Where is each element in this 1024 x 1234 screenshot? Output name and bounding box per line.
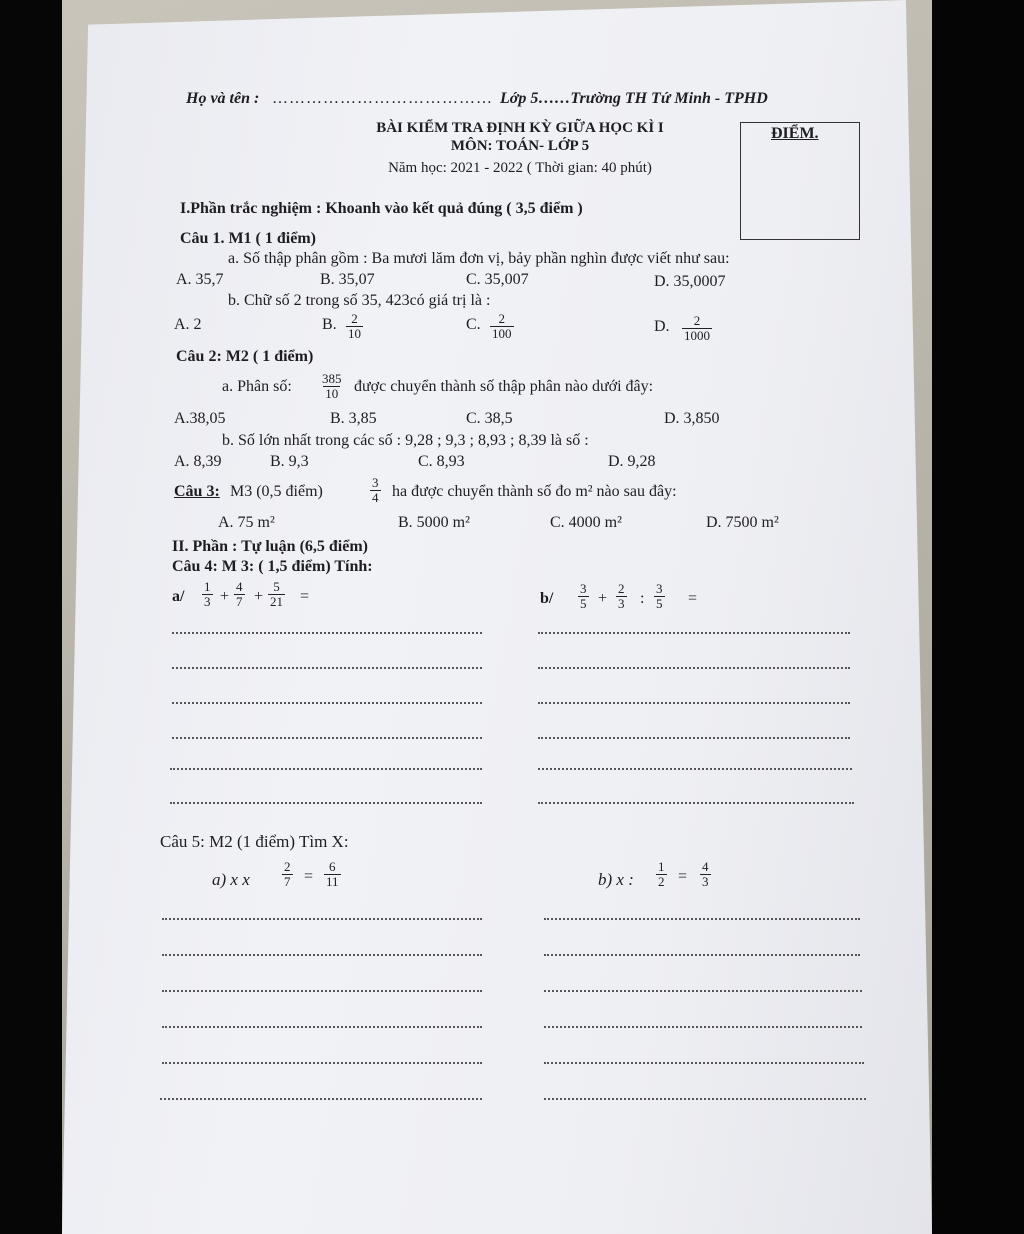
name-dots: …………………………………: [272, 90, 493, 107]
q2b-text: b. Số lớn nhất trong các số : 9,28 ; 9,3 ; 8,93 ; 8,39 là số :: [222, 432, 589, 449]
q4a-fraction-1: $\frac{1}{3}$: [204, 579, 211, 609]
name-label: Họ và tên :: [186, 90, 260, 107]
answer-line: [544, 1098, 866, 1100]
answer-line: [538, 768, 852, 770]
answer-line: [162, 918, 482, 920]
q5b-fraction-2: $\frac{4}{3}$: [702, 859, 709, 889]
q4b-fraction-3: $\frac{3}{5}$: [656, 581, 663, 611]
q1a-option-d: D. 35,0007: [654, 273, 726, 290]
q4b-fraction-2: $\frac{2}{3}$: [618, 581, 625, 611]
q2a-prefix: a. Phân số:: [222, 378, 292, 395]
part1-title: I.Phần trắc nghiệm : Khoanh vào kết quả đúng ( 3,5 điểm ): [180, 200, 583, 217]
exam-year: Năm học: 2021 - 2022 ( Thời gian: 40 phút): [388, 160, 652, 176]
q3-option-a: A. 75 m²: [218, 514, 275, 531]
q4a-label: a/: [172, 588, 185, 605]
q2a-option-d: D. 3,850: [664, 410, 720, 427]
q4a-op-2: +: [254, 588, 264, 605]
q5a-op: =: [304, 868, 314, 885]
q1b-option-d-fraction: $\frac{2}{1000}$: [684, 313, 710, 343]
q4b-label: b/: [540, 590, 554, 607]
q5b-op: =: [678, 868, 688, 885]
q3-label: Câu 3:: [174, 483, 220, 500]
q3-option-b: B. 5000 m²: [398, 514, 470, 531]
answer-line: [544, 954, 860, 956]
answer-line: [538, 667, 850, 669]
q5-title: Câu 5: M2 (1 điểm) Tìm X:: [160, 832, 349, 851]
q4a-fraction-2: $\frac{4}{7}$: [236, 579, 243, 609]
answer-line: [544, 918, 860, 920]
q2a-option-c: C. 38,5: [466, 410, 513, 427]
q1a-option-c: C. 35,007: [466, 271, 529, 288]
answer-line: [170, 768, 482, 770]
q1a-option-a: A. 35,7: [176, 271, 224, 288]
answer-line: [538, 632, 850, 634]
answer-line: [162, 990, 482, 992]
q1b-option-a: A. 2: [174, 316, 202, 333]
q2a-suffix: được chuyển thành số thập phân nào dưới đây:: [354, 378, 654, 395]
q2b-option-d: D. 9,28: [608, 453, 656, 470]
q4a-op-3: =: [300, 588, 310, 605]
q5a-fraction-1: $\frac{2}{7}$: [284, 859, 291, 889]
q4a-fraction-3: $\frac{5}{21}$: [270, 579, 283, 609]
answer-line: [162, 1026, 482, 1028]
q3-option-c: C. 4000 m²: [550, 514, 622, 531]
answer-line: [170, 802, 482, 804]
q1b-option-d-prefix: D.: [654, 318, 670, 335]
q4b-op-1: +: [598, 590, 608, 607]
q4b-op-2: :: [640, 590, 645, 607]
answer-line: [538, 702, 850, 704]
q1b-option-b-prefix: B.: [322, 316, 337, 333]
answer-line: [172, 667, 482, 669]
q3-fraction: $\frac{3}{4}$: [372, 475, 379, 505]
q1a-option-b: B. 35,07: [320, 271, 375, 288]
q2a-option-b: B. 3,85: [330, 410, 377, 427]
answer-line: [538, 737, 850, 739]
q2a-fraction: $\frac{385}{10}$: [322, 371, 342, 401]
q4a-op-1: +: [220, 588, 230, 605]
q2b-option-b: B. 9,3: [270, 453, 309, 470]
answer-line: [162, 1062, 482, 1064]
q2a-option-a: A.38,05: [174, 410, 226, 427]
class-school-line: Lớp 5……Trường TH Tứ Minh - TPHD: [500, 90, 768, 107]
q5a-fraction-2: $\frac{6}{11}$: [326, 859, 339, 889]
answer-line: [160, 1098, 482, 1100]
q3-option-d: D. 7500 m²: [706, 514, 779, 531]
q3-text: ha được chuyển thành số đo m² nào sau đây:: [392, 483, 677, 500]
q1b-text: b. Chữ số 2 trong số 35, 423có giá trị là :: [228, 292, 491, 309]
q4b-fraction-1: $\frac{3}{5}$: [580, 581, 587, 611]
q2b-option-a: A. 8,39: [174, 453, 222, 470]
score-box: [740, 122, 860, 240]
answer-line: [544, 1026, 862, 1028]
exam-subject: MÔN: TOÁN- LỚP 5: [450, 138, 590, 154]
answer-line: [172, 702, 482, 704]
left-black-border: [0, 0, 62, 1234]
q2-title: Câu 2: M2 ( 1 điểm): [176, 348, 314, 365]
answer-line: [544, 1062, 864, 1064]
exam-title: BÀI KIỂM TRA ĐỊNH KỲ GIỮA HỌC KÌ I: [376, 120, 664, 136]
q5b-fraction-1: $\frac{1}{2}$: [658, 859, 665, 889]
answer-line: [162, 954, 482, 956]
q4-title: Câu 4: M 3: ( 1,5 điểm) Tính:: [172, 558, 373, 575]
part2-title: II. Phần : Tự luận (6,5 điểm): [172, 538, 369, 555]
q1b-option-c-fraction: $\frac{2}{100}$: [492, 311, 512, 341]
q4b-op-3: =: [688, 590, 698, 607]
q2b-option-c: C. 8,93: [418, 453, 465, 470]
q1b-option-b-fraction: $\frac{2}{10}$: [348, 311, 361, 341]
right-black-border: [932, 0, 1024, 1234]
score-label: ĐIỂM.: [771, 125, 819, 142]
q5a-prefix: a) x x: [212, 870, 250, 889]
answer-line: [544, 990, 862, 992]
answer-line: [538, 802, 854, 804]
q1-title: Câu 1. M1 ( 1 điểm): [180, 230, 316, 247]
q5b-prefix: b) x :: [598, 870, 634, 889]
q1b-option-c-prefix: C.: [466, 316, 481, 333]
q3-meta: M3 (0,5 điểm): [230, 483, 323, 500]
answer-line: [172, 737, 482, 739]
answer-line: [172, 632, 482, 634]
q1a-text: a. Số thập phân gồm : Ba mươi lăm đơn vị, bảy phần nghìn được viết như sau:: [228, 250, 730, 267]
